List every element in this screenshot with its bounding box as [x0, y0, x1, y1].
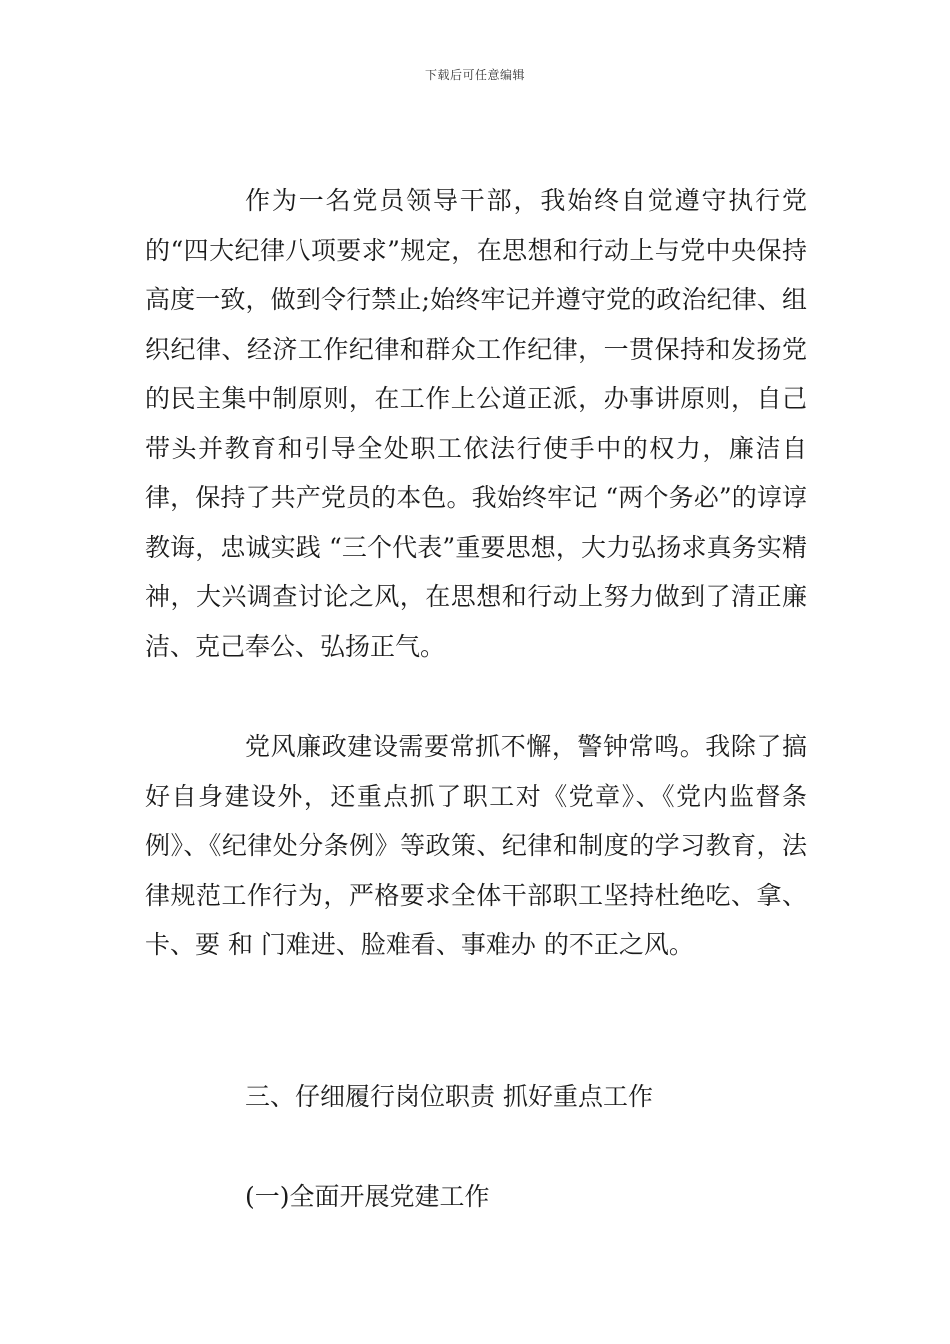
subsection-heading: (一)全面开展党建工作: [245, 1182, 490, 1211]
body-paragraph-2: 党风廉政建设需要常抓不懈，警钟常鸣。我除了搞好自身建设外，还重点抓了职工对《党章》、《党内监督条例》、《纪律处分条例》等政策、纪律和制度的学习教育，法律规范工作行为，严格要求全体干部职工坚持杜绝吃、拿、卡、要 和 门难进、脸难看、事难办 的不正之风。: [145, 732, 807, 959]
body-paragraph-1: 作为一名党员领导干部，我始终自觉遵守执行党的“四大纪律八项要求”规定，在思想和行动上与党中央保持高度一致，做到令行禁止;始终牢记并遵守党的政治纪律、组织纪律、经济工作纪律和群众工作纪律，一贯保持和发扬党的民主集中制原则，在工作上公道正派，办事讲原则，自己带头并教育和引导全处职工依法行使手中的权力，廉洁自律，保持了共产党员的本色。我始终牢记 “两个务必”的谆谆教诲，忠诚实践 “三个代表”重要思想，大力弘扬求真务实精神，大兴调查讨论之风，在思想和行动上努力做到了清正廉洁、克己奉公、弘扬正气。: [145, 186, 807, 661]
page-header-note: 下载后可任意编辑: [424, 68, 525, 82]
section-heading: 三、仔细履行岗位职责 抓好重点工作: [245, 1082, 653, 1111]
